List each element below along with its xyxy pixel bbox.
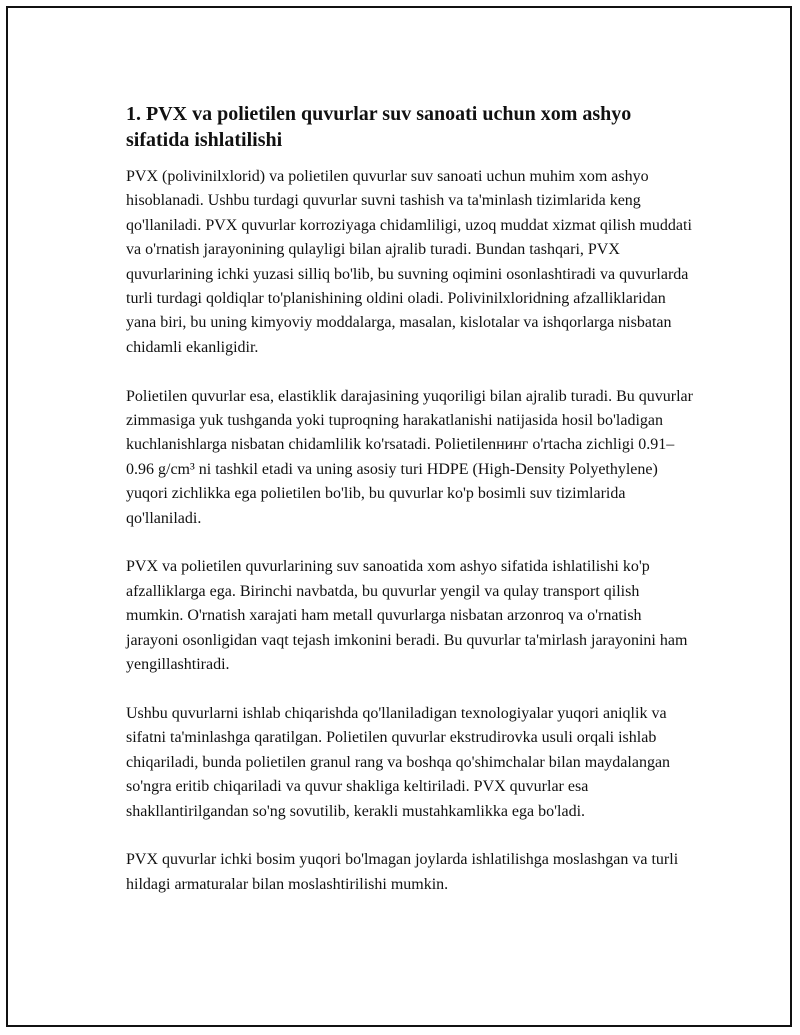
page-frame bbox=[6, 6, 792, 1027]
paragraph-polyethylene: Polietilen quvurlar esa, elastiklik darajasining yuqoriligi bilan ajralib turadi. Bu quvurlar zimmasiga yuk tushganda yoki tuproqning harakatlanishi natijasida hosil bo'ladigan kuchlanishlarga nisbatan chidamlilik ko'rsatadi. Polietilenнинг o'rtacha zichligi 0.91–0.96 g/cm³ ni tashkil etadi va uning asosiy turi HDPE (High-Density Polyethylene) yuqori zichlikka ega polietilen bo'lib, bu quvurlar ko'p bosimli suv tizimlarida qo'llaniladi. bbox=[126, 387, 693, 527]
section-heading: 1. PVX va polietilen quvurlar suv sanoati uchun xom ashyo sifatida ishlatilishi bbox=[126, 103, 632, 151]
paragraph-usage: PVX quvurlar ichki bosim yuqori bo'lmagan joylarda ishlatilishga moslashgan va turli hildagi armaturalar bilan moslashtirilishi mumkin. bbox=[126, 851, 679, 893]
paragraph-pvx-overview: PVX (polivinilxlorid) va polietilen quvurlar suv sanoati uchun muhim xom ashyo hisoblanadi. Ushbu turdagi quvurlar suvni tashish va ta'minlash tizimlarida keng qo'llaniladi. PVX quvurlar korroziyaga chidamliligi, uzoq muddat xizmat qilish muddati va o'rnatish jarayonining qulayligi bilan ajralib turadi. Bundan tashqari, PVX quvurlarining ichki yuzasi silliq bo'lib, bu suvning oqimini osonlashtiradi va quvurlarda turli turdagi qoldiqlar to'planishining oldini oladi. Polivinilxloridning afzalliklaridan yana biri, bu uning kimyoviy moddalarga, masalan, kislotalar va ishqorlarga nisbatan chidamli ekanligidir. bbox=[126, 168, 692, 356]
paragraph-advantages: PVX va polietilen quvurlarining suv sanoatida xom ashyo sifatida ishlatilishi ko'p afzalliklarga ega. Birinchi navbatda, bu quvurlar yengil va qulay transport qilish mumkin. O'rnatish xarajati ham metall quvurlarga nisbatan arzonroq va o'rnatish jarayoni osonligidan vaqt tejash imkonini beradi. Bu quvurlar ta'mirlash jarayonini ham yengillashtiradi. bbox=[126, 558, 688, 674]
document-body bbox=[126, 101, 696, 897]
paragraph-manufacturing: Ushbu quvurlarni ishlab chiqarishda qo'llaniladigan texnologiyalar yuqori aniqlik va sifatni ta'minlashga qaratilgan. Polietilen quvurlar ekstrudirovka usuli orqali ishlab chiqariladi, bunda polietilen granul rang va boshqa qo'shimchalar bilan maydalangan so'ngra eritib chiqariladi va quvur shakliga keltiriladi. PVX quvurlar esa shakllantirilgandan so'ng sovutilib, kerakli mustahkamlikka ega bo'ladi. bbox=[126, 704, 671, 820]
